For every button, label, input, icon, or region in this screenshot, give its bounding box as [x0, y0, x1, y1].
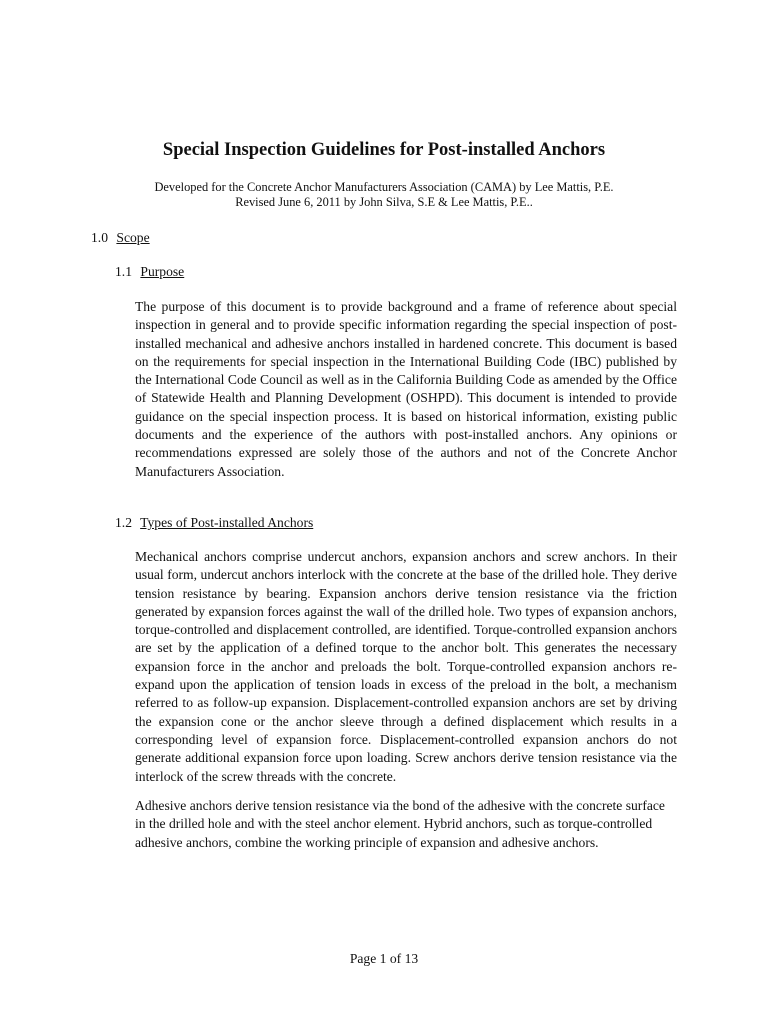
section-number: 1.2 [115, 515, 132, 530]
section-heading-purpose [115, 263, 184, 280]
section-title: Types of Post-installed Anchors [140, 515, 314, 530]
section-number: 1.1 [115, 264, 132, 279]
page-number-footer: Page 1 of 13 [349, 951, 419, 966]
purpose-paragraph: The purpose of this document is to provide background and a frame of reference about special inspection in general and to provide specific information regarding the special inspection of post-installed mechanical and adhesive anchors installed in hardened concrete. This document is based on the requirements for special inspection in the International Building Code (IBC) published by the International Code Council as well as in the California Building Code as amended by the Office of Statewide Health and Planning Development (OSHPD). This document is intended to provide guidance on the special inspection process. It is based on historical information, existing public documents and the experience of the authors with post-installed anchors. Any opinions or recommendations expressed are solely those of the authors and not of the Concrete Anchor Manufacturers Association. [135, 299, 677, 479]
section-heading-scope [91, 229, 150, 246]
section-heading-types [115, 514, 313, 531]
section-title: Purpose [140, 264, 185, 279]
subtitle-line-2: Revised June 6, 2011 by John Silva, S.E & Lee Mattis, P.E.. [235, 195, 533, 209]
section-title: Scope [116, 230, 150, 245]
section-number: 1.0 [91, 230, 108, 245]
mechanical-anchors-paragraph: Mechanical anchors comprise undercut anchors, expansion anchors and screw anchors. In their usual form, undercut anchors interlock with the concrete at the base of the drilled hole. They derive tension resistance by bearing. Expansion anchors derive tension resistance via the friction generated by expansion forces against the wall of the drilled hole. Two types of expansion anchors, torque-controlled and displacement controlled, are identified. Torque-controlled expansion anchors are set by the application of a defined torque to the anchor bolt. This generates the necessary expansion force in the anchor and preloads the bolt. Torque-controlled expansion anchors re-expand upon the application of tension loads in excess of the preload in the bolt, a mechanism referred to as follow-up expansion. Displacement-controlled expansion anchors are set by driving the expansion cone or the anchor sleeve through a defined displacement which results in a corresponding level of expansion force. Displacement-controlled expansion anchors do not generate additional expansion force upon loading. Screw anchors derive tension resistance via the interlock of the screw threads with the concrete. [135, 549, 677, 784]
document-title: Special Inspection Guidelines for Post-installed Anchors [162, 140, 606, 160]
subtitle-line-1: Developed for the Concrete Anchor Manufacturers Association (CAMA) by Lee Mattis, P.E. [154, 180, 614, 194]
adhesive-anchors-paragraph: Adhesive anchors derive tension resistance via the bond of the adhesive with the concrete surface in the drilled hole and with the steel anchor element. Hybrid anchors, such as torque-controlled adhesive anchors, combine the working principle of expansion and adhesive anchors. [135, 798, 665, 850]
document-subtitle [0, 180, 768, 210]
